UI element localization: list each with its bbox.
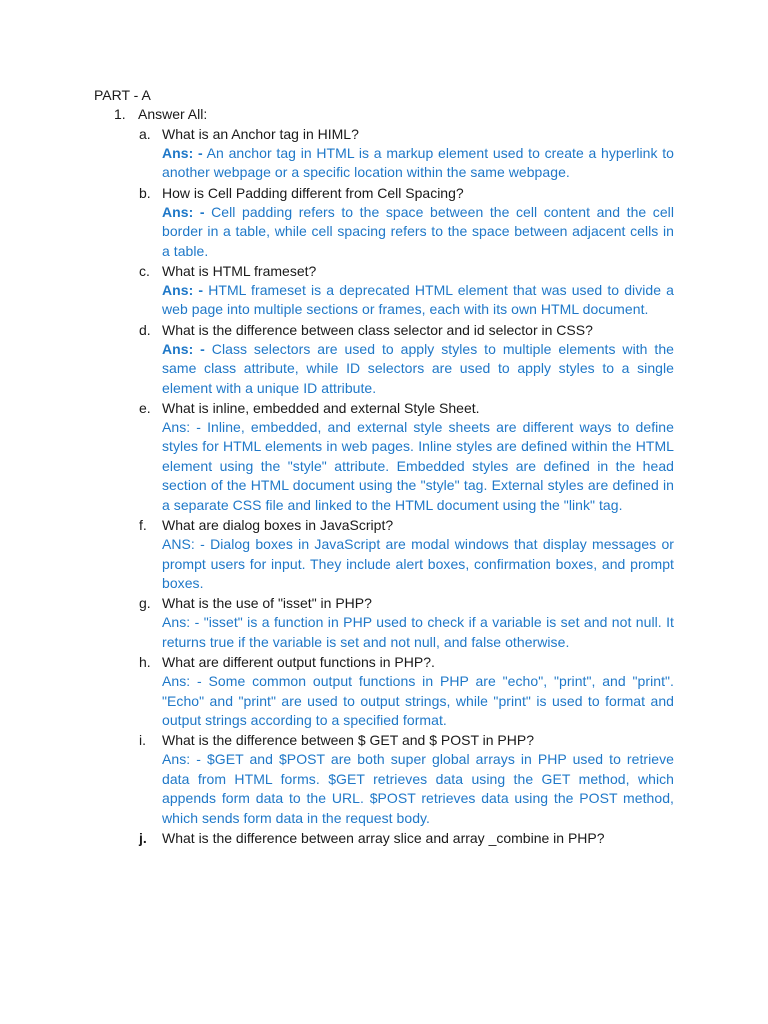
answer-body: Cell padding refers to the space between the cell content and the cell border in a table, while cell spacing refers to the space between adjacent cells in a table. (162, 203, 674, 259)
question-list (134, 125, 674, 849)
answer-label: Ans: - (162, 751, 201, 768)
question-letter: d. (139, 321, 151, 338)
answer-text (162, 613, 674, 652)
answer-text (162, 144, 674, 183)
answer-body: Some common output functions in PHP are "echo", "print", and "print". "Echo" and "print" are used to output strings, while "print" is used to format and output strings according to a specified format. (162, 673, 674, 728)
answer-text (162, 535, 674, 593)
question-item-a (134, 125, 674, 183)
question-item-c (134, 262, 674, 320)
section-label: Answer All: (138, 106, 208, 122)
answer-text (162, 340, 674, 398)
answer-label: Ans: - (162, 419, 202, 436)
answer-label: Ans: - (162, 145, 203, 161)
answer-text (162, 203, 674, 261)
part-title: PART - A (94, 87, 151, 103)
question-text: How is Cell Padding different from Cell Spacing? (162, 184, 464, 201)
answer-text (162, 672, 674, 730)
question-item-h (134, 653, 674, 730)
answer-body: Inline, embedded, and external style sheets are different ways to define styles for HTML elements in web pages. Inline styles are defined within the HTML element using the "style" attribute. Embedded styles are defined in the head section of the HTML document using the "style" tag. External styles are defined in a separate CSS file and linked to the HTML document using the "link" tag. (162, 419, 674, 513)
question-text: What is the difference between $ GET and $ POST in PHP? (162, 732, 534, 749)
question-item-g (134, 594, 674, 652)
question-text: What is the use of "isset" in PHP? (162, 595, 372, 612)
question-text: What are dialog boxes in JavaScript? (162, 517, 394, 534)
question-text: What is the difference between class selector and id selector in CSS? (162, 321, 593, 338)
answer-body: Dialog boxes in JavaScript are modal windows that display messages or prompt users for input. They include alert boxes, confirmation boxes, and prompt boxes. (162, 536, 674, 591)
question-letter: g. (139, 595, 151, 612)
answer-label: ANS: - (162, 536, 205, 553)
answer-label: Ans: - (162, 673, 202, 690)
answer-text (162, 750, 674, 828)
answer-text (162, 281, 674, 320)
question-letter: e. (139, 400, 151, 417)
question-text: What are different output functions in PHP?. (162, 654, 435, 671)
question-item-i (134, 731, 674, 828)
question-letter: f. (139, 517, 147, 534)
question-text: What is an Anchor tag in HIML? (162, 126, 359, 142)
question-letter: i. (139, 732, 146, 749)
answer-body: Class selectors are used to apply styles to multiple elements with the same class attribute, while ID selectors are used to apply styles to a single element with a unique ID attribute. (162, 340, 674, 396)
answer-body: An anchor tag in HTML is a markup element used to create a hyperlink to another webpage or a specific location within the same webpage. (162, 145, 675, 181)
question-item-e (134, 399, 674, 515)
answer-body: $GET and $POST are both super global arrays in PHP used to retrieve data from HTML forms. $GET retrieves data using the GET method, which appends form data to the URL. $POST retrieves data using the POST method, which sends form data in the request body. (162, 751, 674, 826)
question-letter: j. (139, 829, 147, 846)
answer-body: HTML frameset is a deprecated HTML element that was used to divide a web page into multiple sections or frames, each with its own HTML document. (162, 282, 674, 318)
answer-label: Ans: - (162, 282, 204, 299)
answer-body: "isset" is a function in PHP used to check if a variable is set and not null. It returns true if the variable is set and not null, and false otherwise. (162, 614, 674, 650)
question-text: What is the difference between array slice and array _combine in PHP? (162, 829, 605, 846)
question-text: What is HTML frameset? (162, 263, 317, 280)
answer-text (162, 418, 674, 515)
question-item-d (134, 321, 674, 398)
question-letter: h. (139, 654, 151, 671)
question-letter: a. (139, 126, 151, 142)
question-item-b (134, 184, 674, 261)
answer-label: Ans: - (162, 614, 200, 631)
section-heading (114, 105, 207, 124)
question-text: What is inline, embedded and external Style Sheet. (162, 400, 480, 417)
question-item-j (134, 829, 674, 848)
question-letter: b. (139, 184, 151, 201)
question-item-f (134, 516, 674, 593)
section-number: 1. (114, 106, 126, 122)
answer-label: Ans: - (162, 340, 205, 357)
question-letter: c. (139, 263, 150, 280)
answer-label: Ans: - (162, 203, 205, 220)
